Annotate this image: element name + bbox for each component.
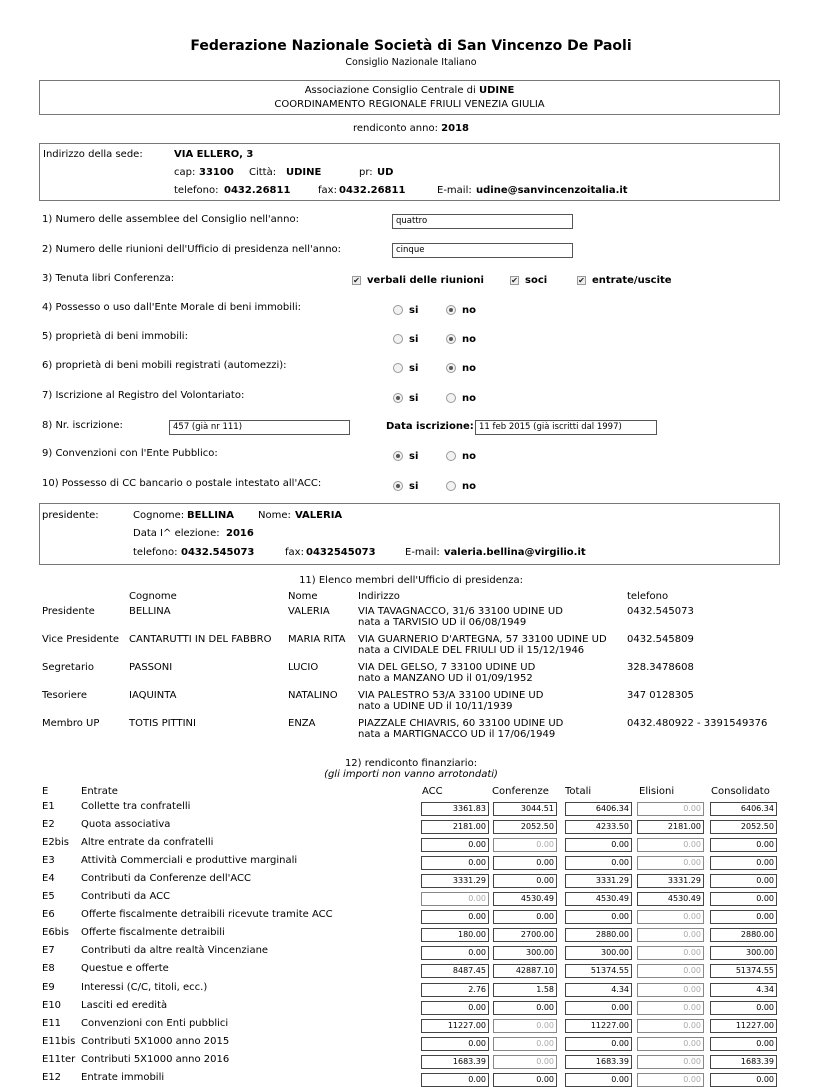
finance-elisioni-input[interactable]: 0.00 xyxy=(637,838,704,852)
president-surname-label: Cognome: xyxy=(133,510,185,521)
finance-acc-input[interactable]: 2181.00 xyxy=(421,820,489,834)
members-title: 11) Elenco membri dell'Ufficio di presidenza: xyxy=(299,575,523,586)
finance-label: Offerte fiscalmente detraibili ricevute tramite ACC xyxy=(81,909,333,920)
member-addr1: VIA TAVAGNACCO, 31/6 33100 UDINE UD xyxy=(358,606,563,617)
finance-label: Contributi da altre realtà Vincenziane xyxy=(81,945,269,956)
member-name: VALERIA xyxy=(288,606,330,617)
finance-totali-input[interactable]: 0.00 xyxy=(565,856,632,870)
member-role: Vice Presidente xyxy=(42,634,120,645)
page-subtitle: Consiglio Nazionale Italiano xyxy=(345,57,477,68)
finance-consolidato-input[interactable]: 1683.39 xyxy=(710,1055,777,1069)
report-year: rendiconto anno: 2018 xyxy=(352,123,469,134)
finance-elisioni-input[interactable]: 3331.29 xyxy=(637,874,704,888)
member-surname: CANTARUTTI IN DEL FABBRO xyxy=(129,634,272,645)
q3-checkbox-entrate[interactable]: ✔ xyxy=(578,276,585,285)
finance-acc-input[interactable]: 0.00 xyxy=(421,946,489,960)
member-addr2: nato a MANZANO UD il 01/09/1952 xyxy=(358,673,533,684)
member-phone: 347 0128305 xyxy=(627,690,694,701)
finance-totali-input[interactable]: 0.00 xyxy=(565,1073,632,1087)
finance-elisioni-input[interactable]: 0.00 xyxy=(637,910,704,924)
finance-consolidato-input[interactable]: 0.00 xyxy=(710,892,777,906)
finance-conferenze-input[interactable]: 2052.50 xyxy=(493,820,557,834)
q10-radio-no[interactable] xyxy=(446,481,456,491)
finance-elisioni-input[interactable]: 0.00 xyxy=(637,1019,704,1033)
finance-acc-input[interactable]: 3361.83 xyxy=(421,802,489,816)
finance-conferenze-input[interactable]: 0.00 xyxy=(493,1073,557,1087)
finance-label: Contributi da Conferenze dell'ACC xyxy=(81,873,251,884)
finance-conferenze-input[interactable]: 300.00 xyxy=(493,946,557,960)
finance-code: E11bis xyxy=(42,1036,76,1047)
finance-elisioni-input[interactable]: 0.00 xyxy=(637,928,704,942)
finance-label: Contributi 5X1000 anno 2015 xyxy=(81,1036,230,1047)
finance-acc-input[interactable]: 180.00 xyxy=(421,928,489,942)
finance-code: E10 xyxy=(42,1000,62,1011)
finance-consolidato-input[interactable]: 6406.34 xyxy=(710,802,777,816)
finance-totali-input[interactable]: 0.00 xyxy=(565,1037,632,1051)
finance-totali-input[interactable]: 6406.34 xyxy=(565,802,632,816)
finance-consolidato-input[interactable]: 0.00 xyxy=(710,856,777,870)
finance-acc-input[interactable]: 0.00 xyxy=(421,892,489,906)
seat-city: UDINE xyxy=(286,167,322,178)
member-phone: 328.3478608 xyxy=(627,662,694,673)
finance-acc-input[interactable]: 2.76 xyxy=(421,983,489,997)
finance-totali-input[interactable]: 300.00 xyxy=(565,946,632,960)
president-label: presidente: xyxy=(42,510,99,521)
member-role: Segretario xyxy=(42,662,94,673)
q7-si-label: si xyxy=(409,393,419,404)
finance-totali-input[interactable]: 51374.55 xyxy=(565,964,632,978)
page-title: Federazione Nazionale Società di San Vincenzo De Paoli xyxy=(190,38,632,54)
q8-number-input[interactable]: 457 (già nr 111) xyxy=(169,420,350,435)
members-header-name: Nome xyxy=(288,591,318,602)
finance-totali-input[interactable]: 1683.39 xyxy=(565,1055,632,1069)
seat-email: udine@sanvincenzoitalia.it xyxy=(476,185,628,196)
association-box xyxy=(39,80,780,115)
q1-input[interactable]: quattro xyxy=(392,214,573,229)
finance-elisioni-input[interactable]: 0.00 xyxy=(637,802,704,816)
finance-conferenze-input[interactable]: 0.00 xyxy=(493,856,557,870)
q7-no-label: no xyxy=(462,393,476,404)
finance-conferenze-input[interactable]: 0.00 xyxy=(493,838,557,852)
q6-radio-no[interactable] xyxy=(446,363,456,373)
members-header-phone: telefono xyxy=(627,591,669,602)
finance-elisioni-input[interactable]: 0.00 xyxy=(637,1055,704,1069)
q7-radio-no[interactable] xyxy=(446,393,456,403)
finance-label: Collette tra confratelli xyxy=(81,801,191,812)
member-addr1: VIA PALESTRO 53/A 33100 UDINE UD xyxy=(358,690,544,701)
q5-no-label: no xyxy=(462,334,476,345)
finance-label: Questue e offerte xyxy=(81,963,169,974)
president-name: VALERIA xyxy=(295,510,343,521)
seat-cap: 33100 xyxy=(199,167,234,178)
president-election: 2016 xyxy=(226,528,254,539)
q3-option-entrate: entrate/uscite xyxy=(592,275,672,286)
member-name: LUCIO xyxy=(288,662,319,673)
finance-code: E11 xyxy=(42,1018,62,1029)
member-addr1: PIAZZALE CHIAVRIS, 60 33100 UDINE UD xyxy=(358,718,564,729)
q6-radio-si[interactable] xyxy=(393,363,403,373)
finance-conferenze-input[interactable]: 0.00 xyxy=(493,1019,557,1033)
president-phone-label: telefono: xyxy=(133,547,178,558)
finance-conferenze-input[interactable]: 42887.10 xyxy=(493,964,557,978)
finance-conferenze-input[interactable]: 0.00 xyxy=(493,874,557,888)
finance-totali-input[interactable]: 3331.29 xyxy=(565,874,632,888)
q4-radio-no[interactable] xyxy=(446,305,456,315)
finance-acc-input[interactable]: 0.00 xyxy=(421,910,489,924)
finance-totali-input[interactable]: 11227.00 xyxy=(565,1019,632,1033)
finance-code: E1 xyxy=(42,801,55,812)
finance-conferenze-input[interactable]: 0.00 xyxy=(493,1001,557,1015)
finance-conferenze-input[interactable]: 2700.00 xyxy=(493,928,557,942)
finance-totali-input[interactable]: 0.00 xyxy=(565,910,632,924)
finance-label: Convenzioni con Enti pubblici xyxy=(81,1018,229,1029)
q2-label: 2) Numero delle riunioni dell'Ufficio di presidenza nell'anno: xyxy=(42,244,342,255)
members-header-address: Indirizzo xyxy=(358,591,400,602)
finance-header-code: E xyxy=(42,786,49,797)
finance-header-conferenze: Conferenze xyxy=(492,786,549,797)
q3-option-verbali: verbali delle riunioni xyxy=(367,275,484,286)
finance-conferenze-input[interactable]: 4530.49 xyxy=(493,892,557,906)
finance-header-label: Entrate xyxy=(81,786,118,797)
finance-acc-input[interactable]: 8487.45 xyxy=(421,964,489,978)
seat-city-label: Città: xyxy=(249,167,277,178)
president-election-label: Data I^ elezione: xyxy=(133,528,220,539)
finance-consolidato-input[interactable]: 0.00 xyxy=(710,1037,777,1051)
finance-acc-input[interactable]: 0.00 xyxy=(421,1001,489,1015)
q4-radio-si[interactable] xyxy=(393,305,403,315)
q7-label: 7) Iscrizione al Registro del Volontariato: xyxy=(42,390,245,401)
finance-acc-input[interactable]: 3331.29 xyxy=(421,874,489,888)
finance-elisioni-input[interactable]: 0.00 xyxy=(637,983,704,997)
member-name: MARIA RITA xyxy=(288,634,346,645)
seat-prov-label: pr: xyxy=(359,167,373,178)
finance-consolidato-input[interactable]: 2052.50 xyxy=(710,820,777,834)
finance-acc-input[interactable]: 0.00 xyxy=(421,1037,489,1051)
finance-consolidato-input[interactable]: 4.34 xyxy=(710,983,777,997)
finance-conferenze-input[interactable]: 1.58 xyxy=(493,983,557,997)
member-role: Tesoriere xyxy=(42,690,87,701)
member-surname: TOTIS PITTINI xyxy=(129,718,196,729)
q10-label: 10) Possesso di CC bancario o postale intestato all'ACC: xyxy=(42,478,322,489)
member-addr2: nata a TARVISIO UD il 06/08/1949 xyxy=(358,617,527,628)
finance-elisioni-input[interactable]: 0.00 xyxy=(637,856,704,870)
q9-radio-si[interactable] xyxy=(393,451,403,461)
member-addr2: nata a CIVIDALE DEL FRIULI UD il 15/12/1946 xyxy=(358,645,585,656)
member-name: NATALINO xyxy=(288,690,338,701)
q7-radio-si[interactable] xyxy=(393,393,403,403)
finance-acc-input[interactable]: 1683.39 xyxy=(421,1055,489,1069)
association-line1: Associazione Consiglio Centrale di UDINE xyxy=(304,85,515,96)
finance-code: E2bis xyxy=(42,837,70,848)
seat-fax-label: fax: xyxy=(318,185,337,196)
finance-totali-input[interactable]: 2880.00 xyxy=(565,928,632,942)
finance-consolidato-input[interactable]: 0.00 xyxy=(710,874,777,888)
q10-radio-si[interactable] xyxy=(393,481,403,491)
finance-consolidato-input[interactable]: 0.00 xyxy=(710,1073,777,1087)
q4-label: 4) Possesso o uso dall'Ente Morale di beni immobili: xyxy=(42,302,301,313)
q9-label: 9) Convenzioni con l'Ente Pubblico: xyxy=(42,448,218,459)
q3-checkbox-soci[interactable]: ✔ xyxy=(511,276,518,285)
seat-address: VIA ELLERO, 3 xyxy=(174,149,254,160)
seat-address-label: Indirizzo della sede: xyxy=(43,149,143,160)
finance-code: E11ter xyxy=(42,1054,76,1065)
q5-radio-no[interactable] xyxy=(446,334,456,344)
member-phone: 0432.545073 xyxy=(627,606,694,617)
member-name: ENZA xyxy=(288,718,316,729)
finance-acc-input[interactable]: 0.00 xyxy=(421,856,489,870)
q9-si-label: si xyxy=(409,451,419,462)
finance-header-elisioni: Elisioni xyxy=(639,786,675,797)
finance-acc-input[interactable]: 0.00 xyxy=(421,838,489,852)
q4-no-label: no xyxy=(462,305,476,316)
seat-box xyxy=(39,143,780,201)
finance-code: E2 xyxy=(42,819,55,830)
finance-header-consolidato: Consolidato xyxy=(711,786,770,797)
finance-code: E8 xyxy=(42,963,55,974)
member-surname: PASSONI xyxy=(129,662,173,673)
finance-code: E6bis xyxy=(42,927,70,938)
finance-elisioni-input[interactable]: 0.00 xyxy=(637,1073,704,1087)
finance-code: E4 xyxy=(42,873,55,884)
finance-consolidato-input[interactable]: 11227.00 xyxy=(710,1019,777,1033)
finance-label: Interessi (C/C, titoli, ecc.) xyxy=(81,982,208,993)
finance-conferenze-input[interactable]: 0.00 xyxy=(493,1037,557,1051)
president-email-label: E-mail: xyxy=(405,547,440,558)
member-addr2: nato a UDINE UD il 10/11/1939 xyxy=(358,701,513,712)
seat-fax: 0432.26811 xyxy=(339,185,406,196)
seat-prov: UD xyxy=(377,167,394,178)
finance-header-acc: ACC xyxy=(422,786,443,797)
q8-date-label: Data iscrizione: xyxy=(386,421,474,432)
member-role: Membro UP xyxy=(42,718,100,729)
member-phone: 0432.545809 xyxy=(627,634,694,645)
q10-no-label: no xyxy=(462,481,476,492)
q1-label: 1) Numero delle assemblee del Consiglio nell'anno: xyxy=(42,214,299,225)
finance-totali-input[interactable]: 4233.50 xyxy=(565,820,632,834)
finance-code: E9 xyxy=(42,982,55,993)
member-addr1: VIA DEL GELSO, 7 33100 UDINE UD xyxy=(358,662,536,673)
seat-phone-label: telefono: xyxy=(174,185,219,196)
finance-label: Altre entrate da confratelli xyxy=(81,837,214,848)
president-email: valeria.bellina@virgilio.it xyxy=(444,547,586,558)
finance-elisioni-input[interactable]: 2181.00 xyxy=(637,820,704,834)
q6-label: 6) proprietà di beni mobili registrati (automezzi): xyxy=(42,360,287,371)
finance-subtitle: (gli importi non vanno arrotondati) xyxy=(324,769,498,780)
member-role: Presidente xyxy=(42,606,95,617)
finance-totali-input[interactable]: 0.00 xyxy=(565,1001,632,1015)
finance-header-totali: Totali xyxy=(565,786,592,797)
finance-label: Contributi da ACC xyxy=(81,891,171,902)
finance-elisioni-input[interactable]: 0.00 xyxy=(637,1001,704,1015)
q9-no-label: no xyxy=(462,451,476,462)
finance-consolidato-input[interactable]: 0.00 xyxy=(710,910,777,924)
finance-elisioni-input[interactable]: 0.00 xyxy=(637,946,704,960)
finance-code: E5 xyxy=(42,891,55,902)
q5-label: 5) proprietà di beni immobili: xyxy=(42,331,188,342)
members-header-surname: Cognome xyxy=(129,591,177,602)
finance-elisioni-input[interactable]: 4530.49 xyxy=(637,892,704,906)
finance-conferenze-input[interactable]: 0.00 xyxy=(493,910,557,924)
member-phone: 0432.480922 - 3391549376 xyxy=(627,718,768,729)
finance-title: 12) rendiconto finanziario: xyxy=(344,758,478,769)
finance-label: Entrate immobili xyxy=(81,1072,165,1083)
finance-consolidato-input[interactable]: 300.00 xyxy=(710,946,777,960)
finance-elisioni-input[interactable]: 0.00 xyxy=(637,1037,704,1051)
finance-totali-input[interactable]: 4530.49 xyxy=(565,892,632,906)
finance-consolidato-input[interactable]: 2880.00 xyxy=(710,928,777,942)
member-surname: IAQUINTA xyxy=(129,690,177,701)
member-surname: BELLINA xyxy=(129,606,171,617)
finance-code: E3 xyxy=(42,855,55,866)
seat-email-label: E-mail: xyxy=(437,185,472,196)
finance-code: E7 xyxy=(42,945,55,956)
q6-si-label: si xyxy=(409,363,419,374)
q5-radio-si[interactable] xyxy=(393,334,403,344)
president-box xyxy=(39,503,780,565)
member-addr1: VIA GUARNERIO D'ARTEGNA, 57 33100 UDINE UD xyxy=(358,634,607,645)
president-phone: 0432.545073 xyxy=(181,547,255,558)
q5-si-label: si xyxy=(409,334,419,345)
seat-cap-label: cap: xyxy=(174,167,196,178)
finance-label: Offerte fiscalmente detraibili xyxy=(81,927,225,938)
president-fax-label: fax: xyxy=(285,547,304,558)
finance-consolidato-input[interactable]: 0.00 xyxy=(710,838,777,852)
president-surname: BELLINA xyxy=(187,510,235,521)
association-line2: COORDINAMENTO REGIONALE FRIULI VENEZIA GIULIA xyxy=(274,99,545,110)
member-addr2: nata a MARTIGNACCO UD il 17/06/1949 xyxy=(358,729,556,740)
finance-acc-input[interactable]: 0.00 xyxy=(421,1073,489,1087)
finance-code: E12 xyxy=(42,1072,62,1083)
q9-radio-no[interactable] xyxy=(446,451,456,461)
q2-input[interactable]: cinque xyxy=(392,243,573,258)
q4-si-label: si xyxy=(409,305,419,316)
finance-label: Attività Commerciali e produttive marginali xyxy=(81,855,298,866)
q6-no-label: no xyxy=(462,363,476,374)
president-name-label: Nome: xyxy=(258,510,291,521)
finance-totali-input[interactable]: 4.34 xyxy=(565,983,632,997)
q3-label: 3) Tenuta libri Conferenza: xyxy=(42,273,175,284)
q10-si-label: si xyxy=(409,481,419,492)
president-fax: 0432545073 xyxy=(306,547,376,558)
finance-elisioni-input[interactable]: 0.00 xyxy=(637,964,704,978)
finance-label: Quota associativa xyxy=(81,819,171,830)
finance-consolidato-input[interactable]: 51374.55 xyxy=(710,964,777,978)
q3-option-soci: soci xyxy=(525,275,548,286)
finance-label: Contributi 5X1000 anno 2016 xyxy=(81,1054,230,1065)
finance-conferenze-input[interactable]: 3044.51 xyxy=(493,802,557,816)
finance-acc-input[interactable]: 11227.00 xyxy=(421,1019,489,1033)
q3-checkbox-verbali[interactable]: ✔ xyxy=(353,276,360,285)
finance-conferenze-input[interactable]: 0.00 xyxy=(493,1055,557,1069)
q8-date-input[interactable]: 11 feb 2015 (già iscritti dal 1997) xyxy=(475,420,657,435)
finance-code: E6 xyxy=(42,909,55,920)
finance-totali-input[interactable]: 0.00 xyxy=(565,838,632,852)
seat-phone: 0432.26811 xyxy=(224,185,291,196)
q8-label: 8) Nr. iscrizione: xyxy=(42,420,123,431)
finance-label: Lasciti ed eredità xyxy=(81,1000,168,1011)
finance-consolidato-input[interactable]: 0.00 xyxy=(710,1001,777,1015)
